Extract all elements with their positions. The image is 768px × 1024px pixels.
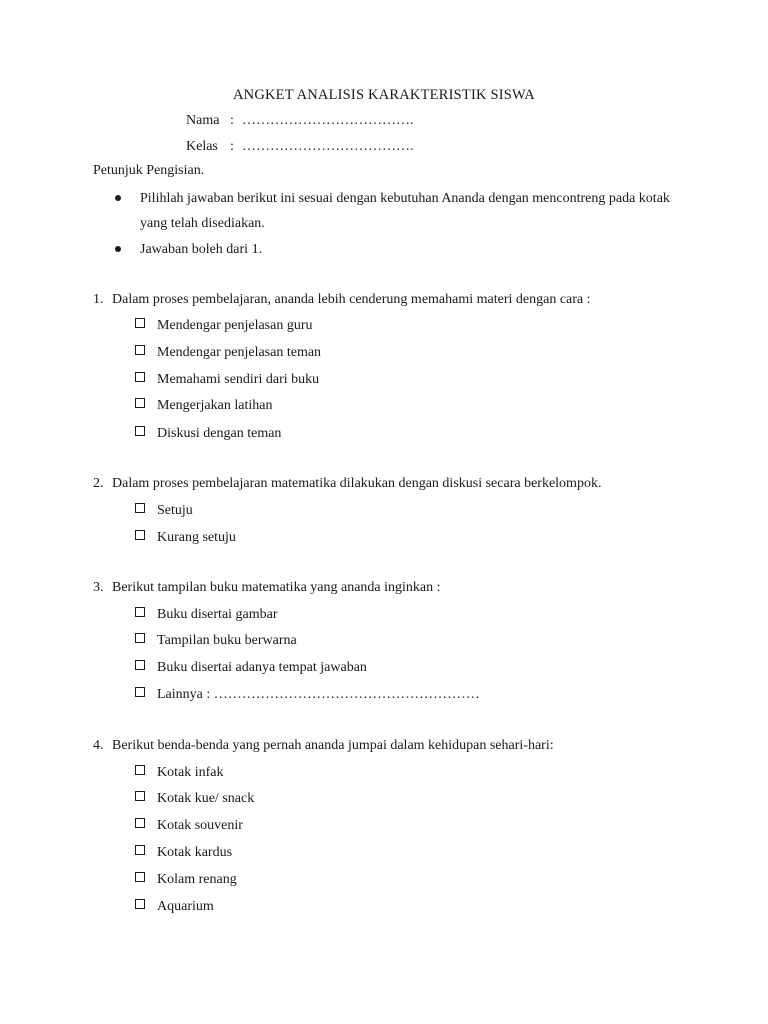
name-label: Nama bbox=[186, 113, 220, 128]
checkbox-icon[interactable] bbox=[135, 607, 145, 617]
checkbox-icon[interactable] bbox=[135, 872, 145, 882]
option-item[interactable] bbox=[135, 426, 281, 442]
question-text: Dalam proses pembelajaran, ananda lebih cenderung memahami materi dengan cara : bbox=[112, 292, 591, 307]
option-label: Tampilan buku berwarna bbox=[157, 633, 297, 648]
checkbox-icon[interactable] bbox=[135, 818, 145, 828]
option-item[interactable] bbox=[135, 607, 278, 623]
class-blank[interactable]: ………………………………. bbox=[242, 139, 414, 154]
option-item[interactable] bbox=[135, 899, 214, 915]
option-label: Aquarium bbox=[157, 899, 214, 914]
question-number: 1. bbox=[93, 292, 104, 307]
instruction-bullet bbox=[115, 186, 675, 236]
option-label: Lainnya : ………………………………………………… bbox=[157, 687, 480, 702]
question-number: 4. bbox=[93, 738, 104, 753]
option-item[interactable] bbox=[135, 765, 223, 781]
checkbox-icon[interactable] bbox=[135, 398, 145, 408]
option-label: Mengerjakan latihan bbox=[157, 398, 273, 413]
option-label: Kurang setuju bbox=[157, 530, 236, 545]
option-label: Kotak infak bbox=[157, 765, 224, 780]
instruction-text: Pilihlah jawaban berikut ini sesuai dengan kebutuhan Ananda dengan mencontreng pada kotak yang telah disediakan. bbox=[140, 191, 670, 231]
checkbox-icon[interactable] bbox=[135, 426, 145, 436]
option-label: Buku disertai adanya tempat jawaban bbox=[157, 660, 367, 675]
document-title: ANGKET ANALISIS KARAKTERISTIK SISWA bbox=[233, 87, 535, 103]
option-label: Kolam renang bbox=[157, 872, 237, 887]
checkbox-icon[interactable] bbox=[135, 530, 145, 540]
question-text: Dalam proses pembelajaran matematika dilakukan dengan diskusi secara berkelompok. bbox=[112, 476, 602, 491]
option-label: Mendengar penjelasan guru bbox=[157, 318, 313, 333]
option-item[interactable] bbox=[135, 818, 243, 834]
option-label: Diskusi dengan teman bbox=[157, 426, 282, 441]
option-item[interactable] bbox=[135, 398, 272, 414]
option-label: Setuju bbox=[157, 503, 193, 518]
option-item[interactable] bbox=[135, 633, 297, 649]
class-field-row bbox=[186, 139, 414, 155]
bullet-icon bbox=[115, 246, 121, 252]
question-3 bbox=[93, 580, 441, 596]
option-item[interactable] bbox=[135, 345, 321, 361]
question-2 bbox=[93, 476, 601, 492]
checkbox-icon[interactable] bbox=[135, 899, 145, 909]
option-item[interactable] bbox=[135, 791, 254, 807]
name-field-row bbox=[186, 113, 414, 129]
option-item[interactable] bbox=[135, 503, 193, 519]
option-item[interactable] bbox=[135, 372, 319, 388]
question-number: 2. bbox=[93, 476, 104, 491]
option-label: Kotak kardus bbox=[157, 845, 233, 860]
bullet-icon bbox=[115, 195, 121, 201]
option-label: Memahami sendiri dari buku bbox=[157, 372, 320, 387]
option-item[interactable] bbox=[135, 872, 237, 888]
name-blank[interactable]: ………………………………. bbox=[242, 113, 414, 128]
instructions-heading: Petunjuk Pengisian. bbox=[93, 163, 205, 178]
question-4 bbox=[93, 738, 554, 754]
checkbox-icon[interactable] bbox=[135, 345, 145, 355]
option-item[interactable] bbox=[135, 530, 236, 546]
checkbox-icon[interactable] bbox=[135, 765, 145, 775]
option-item[interactable] bbox=[135, 845, 232, 861]
checkbox-icon[interactable] bbox=[135, 372, 145, 382]
option-label: Mendengar penjelasan teman bbox=[157, 345, 322, 360]
option-label: Kotak souvenir bbox=[157, 818, 243, 833]
checkbox-icon[interactable] bbox=[135, 687, 145, 697]
option-label: Buku disertai gambar bbox=[157, 607, 278, 622]
class-separator: : bbox=[230, 139, 234, 154]
class-label: Kelas bbox=[186, 139, 218, 154]
option-item[interactable] bbox=[135, 660, 367, 676]
checkbox-icon[interactable] bbox=[135, 503, 145, 513]
question-1 bbox=[93, 292, 591, 308]
instruction-bullet bbox=[115, 237, 675, 262]
instruction-text: Jawaban boleh dari 1. bbox=[140, 242, 263, 257]
question-text: Berikut tampilan buku matematika yang ananda inginkan : bbox=[112, 580, 441, 595]
question-number: 3. bbox=[93, 580, 104, 595]
checkbox-icon[interactable] bbox=[135, 633, 145, 643]
option-label: Kotak kue/ snack bbox=[157, 791, 255, 806]
checkbox-icon[interactable] bbox=[135, 845, 145, 855]
name-separator: : bbox=[230, 113, 234, 128]
checkbox-icon[interactable] bbox=[135, 660, 145, 670]
checkbox-icon[interactable] bbox=[135, 318, 145, 328]
option-item[interactable] bbox=[135, 318, 313, 334]
question-text: Berikut benda-benda yang pernah ananda jumpai dalam kehidupan sehari-hari: bbox=[112, 738, 554, 753]
option-item[interactable] bbox=[135, 687, 480, 703]
checkbox-icon[interactable] bbox=[135, 791, 145, 801]
